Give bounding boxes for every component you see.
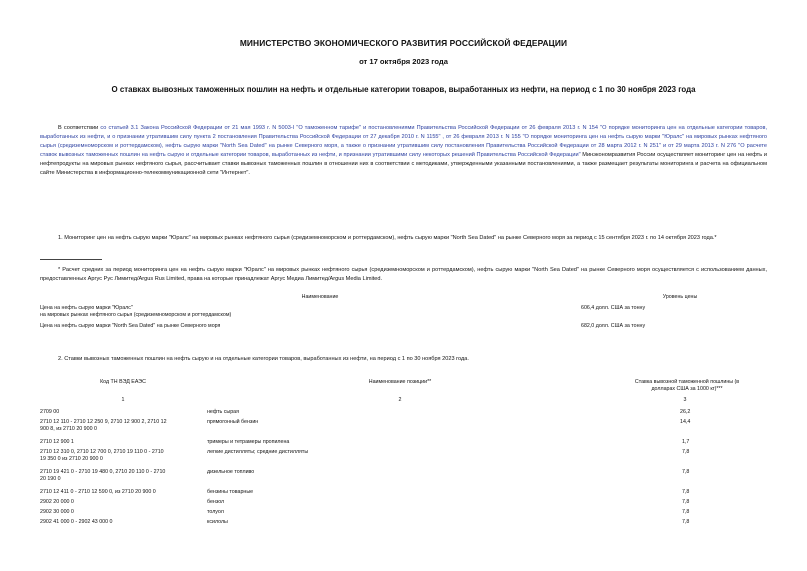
duty-row-code: 2902 41 000 0 - 2902 43 000 0 [40, 519, 113, 525]
monitoring-paragraph: 1. Мониторинг цен на нефть сырую марки "Юралс" на мировых рынках нефтяного сырья (средиземноморском и роттердамском), нефть сырую марки "North Sea Dated" на рынке Северного моря за период с 15 сентября 2023 г. по 14 октября 2023 года.* [58, 235, 717, 241]
duty-row-name: толуол [207, 509, 224, 515]
duty-row-code: 2902 20 000 0 [40, 499, 74, 505]
duty-row-code: 2710 12 310 0, 2710 12 700 0, 2710 19 110 0 - 2710 19 350 0 из 2710 20 900 0 [40, 449, 164, 463]
duty-row-code: 2710 12 411 0 - 2710 12 590 0, из 2710 20 900 0 [40, 489, 156, 495]
duty-row-code: 2710 19 421 0 - 2710 19 480 0, 2710 20 110 0 - 2710 20 190 0 [40, 469, 166, 483]
duty-row-name: бензины товарные [207, 489, 254, 495]
duty-row-rate: 7,8 [682, 519, 690, 525]
duty-row-rate: 7,8 [682, 499, 690, 505]
intro-paragraph [40, 124, 767, 179]
duty-row-code: 2710 12 110 - 2710 12 250 9, 2710 12 900 2, 2710 12 900 8, из 2710 20 900 0 [40, 419, 167, 433]
duty-row-name: тримеры и тетрамеры пропилена [207, 439, 290, 445]
duty-row-rate: 7,8 [682, 449, 690, 455]
duty-row-rate: 1,7 [682, 439, 690, 445]
footnote: * Расчет средних за период мониторинга цен на нефть сырую марки "Юралс" на мировых рынках нефтяного сырья (средиземноморском и роттердамском), нефть сырую марки "North Sea Dated" на рынке Северного моря осуществляется с использованием данных, предоставленных Аргус Рус Лимитед/Argus Rus Limited, права на которые принадлежат Аргус Медиа Лимитед/Argus Media Limited. [40, 267, 767, 283]
duty-row-rate: 7,8 [682, 509, 690, 515]
price-row-north-sea: Цена на нефть сырую марки "North Sea Dated" на рынке Северного моря [40, 323, 221, 329]
section-2-heading: 2. Ставки вывозных таможенных пошлин на нефть сырую и на отдельные категории товаров, выработанных из нефти, на период с 1 по 30 ноября 2023 года. [58, 356, 469, 362]
price-table-header-price: Уровень цены [662, 294, 698, 300]
duty-table-header-code: Код ТН ВЭД ЕАЭС [100, 379, 146, 385]
duty-row-rate: 14,4 [680, 419, 691, 425]
duty-col-num-1: 1 [121, 397, 125, 403]
duty-table-header-name: Наименование позиции** [368, 379, 432, 385]
duty-col-num-3: 3 [683, 397, 687, 403]
law-reference-link[interactable]: со статьей 3.1 Закона Российской Федерации от 21 мая 1993 г. N 5003-I "О таможенном тарифе" и постановлениями Правительства Российской Федерации от 26 февраля 2013 г. N 154 "О порядке мониторинга цен на отдельные категории товаров, выработанных из нефти, и о признании утратившим силу пункта 2 постановления Правительства Российской Федерации от 27 декабря 2010 г. N 1155" , от 26 февраля 2013 г. N 155 "О порядке мониторинга цен на нефть сырую марки "Юралс" на мировых рынках нефтяного сырья (средиземноморском и роттердамском), нефть сырую марки "North Sea Dated" на рынке Северного моря, а также о признании утратившим силу постановления Правительства Российской Федерации от 28 марта 2012 г. N 251" и от 29 марта 2013 г. N 276 "О расчете ставок вывозных таможенных пошлин на нефть сырую и отдельные категории товаров, выработанных из нефти, и признании утратившими силу некоторых решений Правительства Российской Федерации" [40, 125, 768, 159]
intro-start: В соответствии [58, 125, 101, 131]
ministry-title: МИНИСТЕРСТВО ЭКОНОМИЧЕСКОГО РАЗВИТИЯ РОССИЙСКОЙ ФЕДЕРАЦИИ [239, 38, 568, 48]
price-table-header-name: Наименование [301, 294, 339, 300]
price-value-urals: 606,4 долл. США за тонну [581, 305, 646, 311]
duty-row-code: 2710 12 900 1 [40, 439, 74, 445]
duty-row-name: бензол [207, 499, 225, 505]
price-value-north-sea: 682,0 долл. США за тонну [581, 323, 646, 329]
duty-row-name: прямогонный бензин [207, 419, 259, 425]
footnote-divider [40, 259, 102, 260]
duty-table-header-rate: Ставка вывозной таможенной пошлины (в долларах США за 1000 кг)*** [634, 379, 740, 393]
price-row-urals: Цена на нефть сырую марки "Юралс" на мировых рынках нефтяного сырья (средиземноморском и роттердамском) [40, 305, 232, 319]
duty-row-rate: 7,8 [682, 469, 690, 475]
duty-row-rate: 26,2 [680, 409, 691, 415]
document-date: от 17 октября 2023 года [359, 57, 448, 66]
duty-col-num-2: 2 [398, 397, 402, 403]
duty-row-name: ксилолы [207, 519, 228, 525]
duty-row-name: легкие дистилляты; средние дистилляты [207, 449, 309, 455]
intro-end: Минэкономразвития России осуществляет мониторинг цен на нефть и нефтепродукты на мировых рынках нефтяного сырья, рассчитывает ставки вывозных таможенных пошлин в отношении них в соответствии с методиками, утвержденными указанными постановлениями, а также размещает результаты мониторинга и расчета на официальном сайте Министерства в информационно-телекоммуникационной сети "Интернет". [40, 152, 768, 177]
duty-row-name: нефть сырая [207, 409, 239, 415]
duty-row-code: 2709 00 [40, 409, 60, 415]
document-subject: О ставках вывозных таможенных пошлин на нефть и отдельные категории товаров, выработанных из нефти, на период с 1 по 30 ноября 2023 года [111, 85, 696, 94]
duty-row-rate: 7,8 [682, 489, 690, 495]
duty-row-name: дизельное топливо [207, 469, 255, 475]
duty-row-code: 2902 30 000 0 [40, 509, 74, 515]
